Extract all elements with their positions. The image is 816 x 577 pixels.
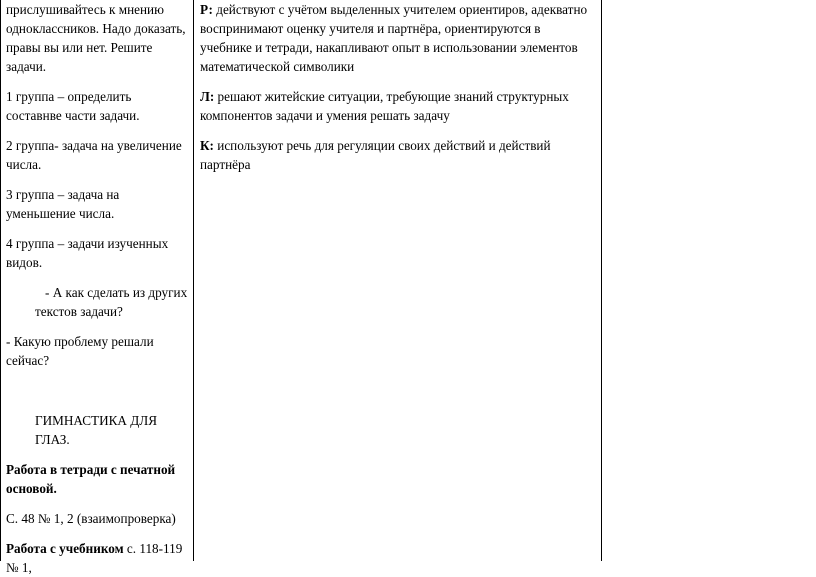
left-paragraph-group-4: 4 группа – задачи изученных видов.: [6, 236, 169, 270]
left-paragraph-question-2: - Какую проблему решали сейчас?: [6, 334, 154, 368]
table-border-right: [601, 0, 602, 561]
left-paragraph-group-2: 2 группа- задача на увеличение числа.: [6, 138, 182, 172]
left-paragraph-textbook: [6, 539, 190, 577]
l-text: решают житейские ситуации, требующие знаний структурных компонентов задачи и умения решать задачу: [200, 89, 569, 123]
textbook-rest: с. 118-119 № 1,: [6, 541, 183, 575]
right-paragraph-r: [200, 0, 595, 76]
left-paragraph-group-1: 1 группа – определить составнве части задачи.: [6, 89, 140, 123]
left-paragraph-gymnastics: ГИМНАСТИКА ДЛЯ ГЛАЗ.: [35, 413, 157, 447]
right-cell: [200, 0, 595, 174]
textbook-bold-label: Работа с учебником: [6, 541, 124, 556]
r-text: действуют с учётом выделенных учителем ориентиров, адекватно воспринимают оценку учителя и партнёра, ориентируются в учебнике и тетради, накапливают опыт в использовании элементов математической символики: [200, 2, 588, 74]
l-label: Л:: [200, 89, 215, 104]
k-label: К:: [200, 138, 214, 153]
left-paragraph-group-3: 3 группа – задача на уменьшение числа.: [6, 187, 120, 221]
left-paragraph-workbook: Работа в тетради с печатной основой.: [6, 462, 176, 496]
right-paragraph-l: [200, 87, 595, 125]
left-cell: [6, 0, 190, 577]
left-paragraph-instructions: прислушивайтесь к мнению одноклассников. Надо доказать, правы вы или нет. Решите задачи.: [6, 2, 186, 74]
table-border-left: [0, 0, 1, 561]
table-border-middle: [193, 0, 194, 561]
k-text: используют речь для регуляции своих действий и действий партнёра: [200, 138, 551, 172]
r-label: Р:: [200, 2, 213, 17]
right-paragraph-k: [200, 136, 595, 174]
left-paragraph-question-1: - А как сделать из других текстов задачи?: [35, 285, 188, 319]
left-paragraph-page-ref: С. 48 № 1, 2 (взаимопроверка): [6, 511, 176, 526]
